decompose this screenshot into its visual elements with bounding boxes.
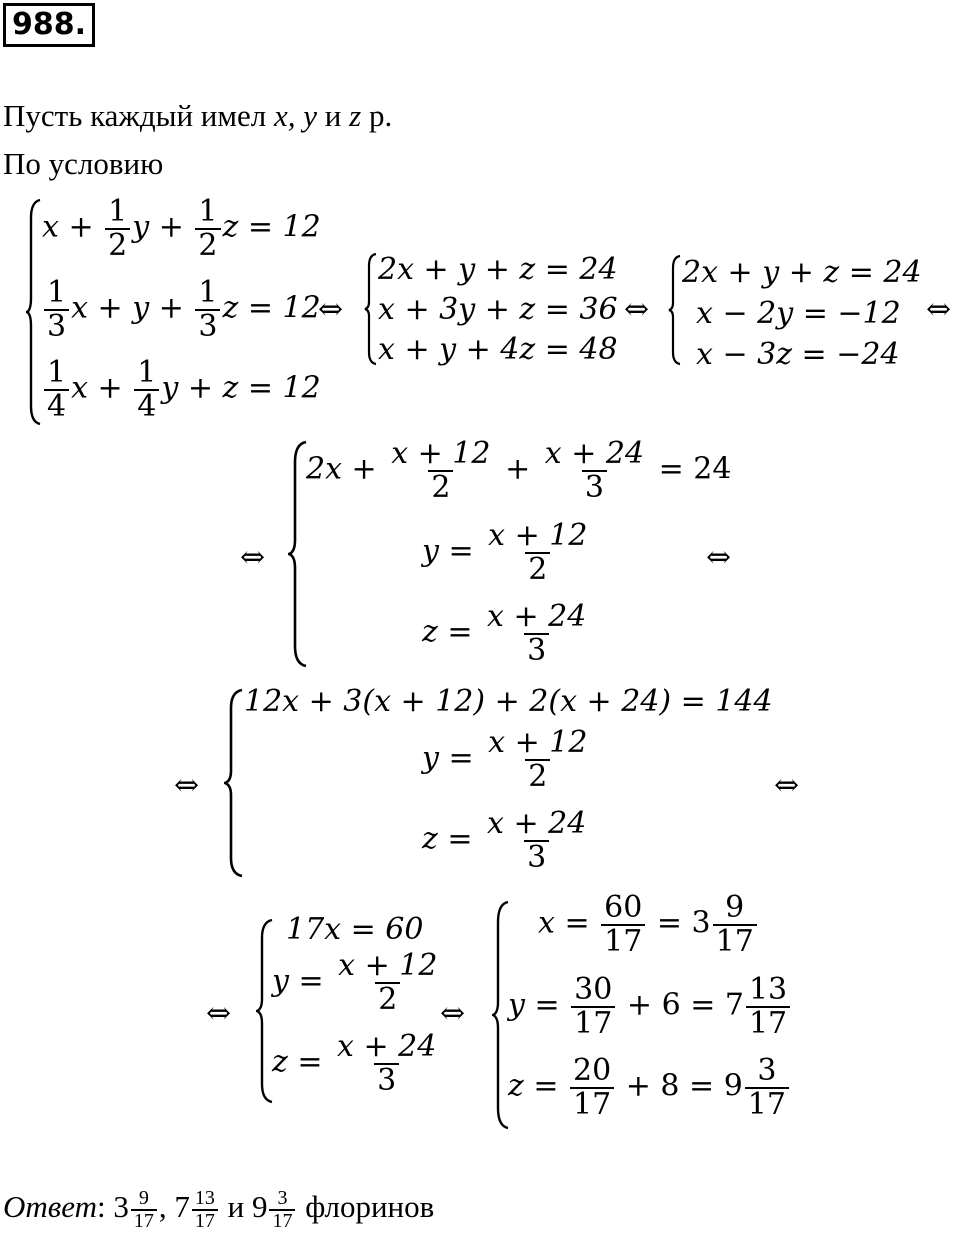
s4r2-a: y = (422, 533, 484, 569)
num: 1 (198, 275, 218, 310)
answer-frac-1 (131, 1188, 157, 1232)
system-3-row-2: x − 2y = −12 (696, 296, 901, 331)
s7r3-b: + 8 = 9 (616, 1068, 743, 1104)
s6r2-a: y = (272, 963, 334, 999)
den: 3 (582, 470, 607, 504)
den: 2 (525, 552, 550, 586)
system-1-row-2 (42, 277, 321, 342)
equiv-8: ⇔ (206, 996, 232, 1031)
num: x + 24 (337, 1029, 437, 1064)
answer-whole-3: 9 (251, 1189, 268, 1225)
brace-system-3 (668, 254, 682, 366)
den: 3 (195, 309, 220, 343)
den: 2 (525, 759, 550, 793)
num: 20 (573, 1053, 612, 1088)
den: 3 (374, 1063, 399, 1097)
s1r2-a: x + y + (71, 290, 194, 326)
s7r3-mixed (745, 1055, 789, 1120)
system-4-row-1 (306, 438, 731, 503)
den: 17 (131, 1209, 157, 1232)
s1r1-c: z = 12 (222, 209, 321, 245)
intro-and: и (317, 98, 350, 133)
den: 17 (269, 1209, 295, 1232)
num: 30 (574, 972, 613, 1007)
num: 13 (194, 1187, 215, 1209)
answer-line (3, 1188, 434, 1232)
system-4-row-2 (422, 520, 592, 585)
s6r2-frac (335, 950, 440, 1015)
system-7-row-2 (508, 974, 792, 1039)
problem-number: 988. (3, 3, 95, 47)
num: 1 (108, 194, 128, 229)
answer-whole-2: 7 (174, 1189, 190, 1225)
num: x + 12 (391, 436, 491, 471)
num: 1 (47, 355, 67, 390)
system-1-row-1 (42, 196, 321, 261)
intro-vars: x, y (273, 98, 318, 133)
answer-colon: : (96, 1189, 114, 1225)
num: x + 24 (487, 806, 587, 841)
system-5-row-1: 12x + 3(x + 12) + 2(x + 24) = 144 (244, 684, 773, 719)
s1r1-b: y + (132, 209, 194, 245)
answer-sep: , (158, 1189, 175, 1225)
brace-system-2 (364, 252, 378, 366)
system-6-row-2 (272, 950, 442, 1015)
num: 13 (748, 972, 788, 1007)
den: 17 (192, 1209, 218, 1232)
den: 2 (105, 228, 130, 262)
num: 9 (138, 1187, 149, 1209)
num: 3 (277, 1187, 288, 1209)
system-5-row-2 (422, 727, 592, 792)
den: 17 (570, 1087, 614, 1121)
s6r3-frac (334, 1031, 439, 1096)
equiv-7: ⇔ (774, 768, 800, 803)
s1r1-frac-1 (105, 196, 130, 261)
s4r2-frac (485, 520, 590, 585)
s1r1-frac-2 (195, 196, 220, 261)
equiv-2: ⇔ (624, 292, 650, 327)
num: 9 (725, 890, 745, 925)
s1r2-c: z = 12 (222, 290, 321, 326)
s7r2-a: y = (508, 987, 570, 1023)
brace-system-5 (224, 688, 244, 878)
brace-system-4 (288, 440, 308, 668)
s4r1-frac-1 (388, 438, 493, 503)
den: 3 (524, 633, 549, 667)
condition-label: По условию (3, 146, 164, 181)
answer-whole-1: 3 (113, 1189, 129, 1225)
s5r2-a: y = (422, 740, 484, 776)
den: 17 (746, 1006, 790, 1040)
s4r1-c: = 24 (649, 451, 732, 487)
intro-text: Пусть каждый имел (3, 98, 274, 133)
s4r1-a: 2x + (306, 451, 387, 487)
s4r1-b: + (495, 451, 540, 487)
s7r1-b: = 3 (647, 905, 711, 941)
system-6-row-1: 17x = 60 (286, 912, 424, 947)
s5r3-frac (484, 808, 589, 873)
s7r1-mixed (713, 892, 757, 957)
intro-tail: р. (361, 98, 393, 133)
num: 1 (198, 194, 218, 229)
num: 60 (604, 890, 643, 925)
answer-unit: флоринов (297, 1189, 435, 1225)
system-6-row-3 (272, 1031, 441, 1096)
num: x + 12 (488, 518, 588, 553)
system-2-row-3: x + y + 4z = 48 (378, 332, 618, 367)
num: x + 24 (487, 599, 587, 634)
brace-system-1 (26, 198, 42, 426)
num: 1 (137, 355, 157, 390)
s1r3-frac-2 (134, 357, 159, 422)
intro-line (3, 98, 392, 134)
den: 2 (195, 228, 220, 262)
num: 1 (47, 275, 67, 310)
num: x + 12 (488, 725, 588, 760)
den: 2 (428, 470, 453, 504)
den: 4 (44, 389, 69, 423)
equiv-5: ⇔ (706, 540, 732, 575)
answer-frac-3 (269, 1188, 295, 1232)
s4r3-a: z = (422, 614, 483, 650)
s7r1-frac (601, 892, 645, 957)
system-4-row-3 (422, 601, 591, 666)
den: 17 (601, 924, 645, 958)
equiv-1: ⇔ (318, 292, 344, 327)
den: 17 (571, 1006, 615, 1040)
system-3-row-1: 2x + y + z = 24 (682, 255, 922, 290)
s7r3-a: z = (508, 1068, 569, 1104)
equiv-9: ⇔ (440, 996, 466, 1031)
system-1-row-3 (42, 357, 321, 422)
s1r2-frac-2 (195, 277, 220, 342)
answer-label: Ответ (3, 1189, 97, 1225)
s4r3-frac (484, 601, 589, 666)
s5r3-a: z = (422, 821, 483, 857)
system-3 (682, 252, 922, 375)
den: 17 (713, 924, 757, 958)
s1r3-frac-1 (44, 357, 69, 422)
s4r1-frac-2 (542, 438, 647, 503)
s7r2-mixed (746, 974, 790, 1039)
s7r3-frac (570, 1055, 614, 1120)
answer-frac-2 (192, 1188, 218, 1232)
equiv-4: ⇔ (240, 540, 266, 575)
s1r3-a: x + (71, 370, 133, 406)
system-5-row-3 (422, 808, 591, 873)
system-3-row-3: x − 3z = −24 (696, 337, 900, 372)
s1r1-a: x + (42, 209, 104, 245)
s7r2-frac (571, 974, 615, 1039)
s1r3-c: y + z = 12 (161, 370, 321, 406)
equiv-3: ⇔ (926, 292, 952, 327)
s7r1-a: x = (538, 905, 600, 941)
num: x + 12 (338, 948, 438, 983)
den: 2 (375, 982, 400, 1016)
den: 3 (44, 309, 69, 343)
system-2-row-1: 2x + y + z = 24 (378, 252, 618, 287)
system-2 (378, 250, 618, 370)
system-2-row-2: x + 3y + z = 36 (378, 292, 618, 327)
equiv-6: ⇔ (174, 768, 200, 803)
num: 3 (757, 1053, 777, 1088)
s1r2-frac-1 (44, 277, 69, 342)
num: x + 24 (544, 436, 645, 471)
den: 3 (524, 840, 549, 874)
den: 17 (745, 1087, 789, 1121)
den: 4 (134, 389, 159, 423)
answer-and: и (219, 1189, 252, 1225)
s7r2-b: + 6 = 7 (617, 987, 744, 1023)
s6r3-a: z = (272, 1044, 333, 1080)
s5r2-frac (485, 727, 590, 792)
system-7-row-1 (538, 892, 759, 957)
intro-z: z (349, 98, 362, 133)
system-7-row-3 (508, 1055, 791, 1120)
